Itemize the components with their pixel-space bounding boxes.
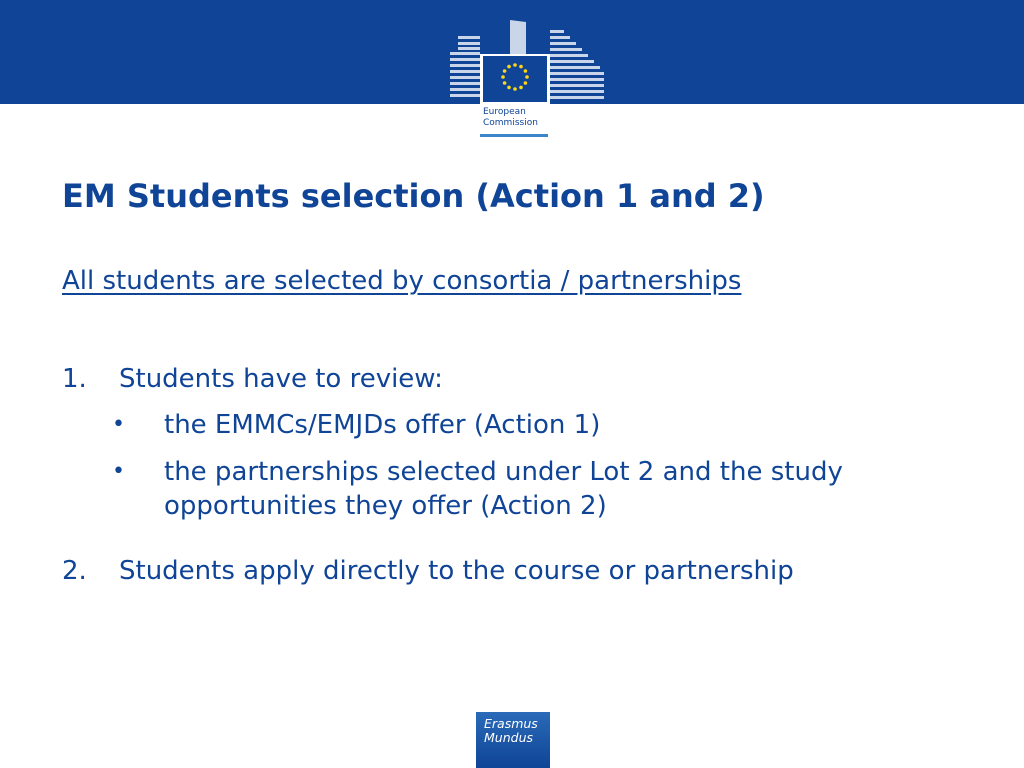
item-number: 1. (62, 364, 87, 394)
item-number: 2. (62, 556, 87, 586)
erasmus-mundus-logo-line1: Erasmus (484, 716, 538, 731)
slide-title: EM Students selection (Action 1 and 2) (62, 177, 765, 215)
logo-text-line2: Commission (483, 118, 538, 128)
bullet-text: the partnerships selected under Lot 2 and the study opportunities they offer (Action 2) (164, 457, 843, 521)
bullet-icon: • (112, 459, 125, 484)
berlaymont-building-icon (446, 18, 608, 106)
slide-subtitle: All students are selected by consortia / partnerships (62, 266, 742, 296)
erasmus-mundus-logo-line2: Mundus (484, 730, 533, 745)
bullet-icon: • (112, 412, 125, 437)
logo-underline (480, 134, 548, 137)
item-text: Students have to review: (119, 364, 443, 394)
bullet-text: the EMMCs/EMJDs offer (Action 1) (164, 410, 601, 440)
erasmus-mundus-logo (476, 712, 550, 768)
bullet-item-1 (112, 408, 952, 442)
numbered-item-1 (62, 362, 443, 396)
logo-text (483, 107, 538, 129)
item-text: Students apply directly to the course or partnership (119, 556, 794, 586)
numbered-item-2 (62, 554, 794, 588)
bullet-item-2 (112, 455, 952, 523)
european-commission-logo (446, 18, 608, 138)
logo-text-line1: European (483, 107, 526, 117)
